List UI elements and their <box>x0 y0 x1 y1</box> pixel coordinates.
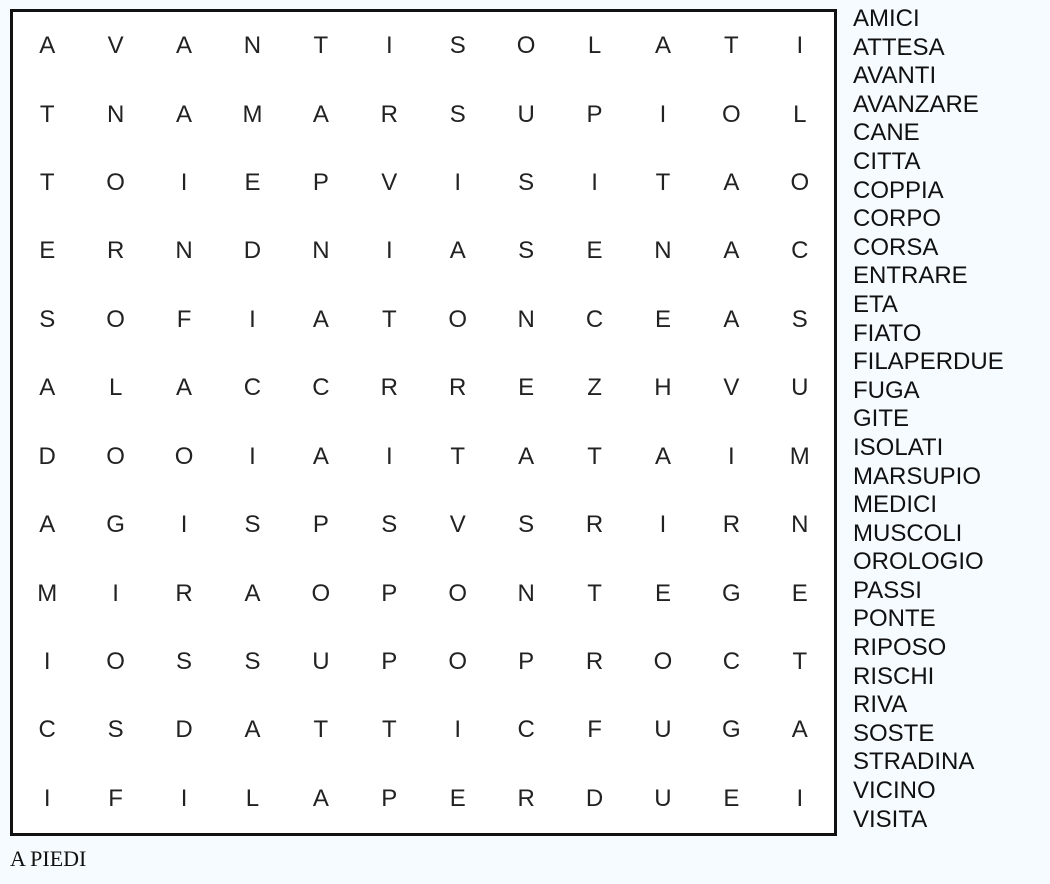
grid-cell[interactable]: O <box>448 305 468 333</box>
grid-cell[interactable]: S <box>107 716 124 744</box>
word-list-item: FIATO <box>853 319 922 347</box>
grid-cell[interactable]: R <box>175 579 193 607</box>
grid-cell[interactable]: A <box>176 374 193 402</box>
grid-cell[interactable]: V <box>723 374 740 402</box>
grid-cell[interactable]: I <box>180 784 188 812</box>
grid-cell[interactable]: N <box>517 305 535 333</box>
grid-cell[interactable]: R <box>380 100 398 128</box>
grid-cell[interactable]: I <box>112 579 119 607</box>
grid-cell[interactable]: D <box>175 716 193 744</box>
word-list-item: MEDICI <box>853 491 937 519</box>
grid-cell[interactable]: N <box>791 511 809 539</box>
grid-cell[interactable]: I <box>591 169 598 197</box>
grid-cell[interactable]: A <box>39 32 56 60</box>
word-list-item: PONTE <box>853 605 936 633</box>
word-list-item: RIVA <box>853 691 908 719</box>
grid-cell[interactable]: A <box>654 442 671 470</box>
grid-cell[interactable]: O <box>790 169 810 197</box>
grid-cell[interactable]: R <box>449 374 467 402</box>
grid-cell[interactable]: I <box>249 305 256 333</box>
grid-cell[interactable]: F <box>108 784 123 812</box>
grid-cell[interactable]: U <box>654 784 672 812</box>
grid-cell[interactable]: L <box>245 784 260 812</box>
grid-cell[interactable]: E <box>791 579 808 607</box>
grid-cell[interactable]: T <box>39 169 55 197</box>
grid-cell[interactable]: I <box>249 442 256 470</box>
word-list-item: AVANZARE <box>853 90 979 118</box>
grid-cell[interactable]: M <box>789 442 810 470</box>
word-list-item: VICINO <box>853 777 936 805</box>
grid-cell[interactable]: I <box>385 237 393 265</box>
word-list-item: CANE <box>853 119 920 147</box>
grid-cell[interactable]: S <box>449 100 466 128</box>
grid-cell[interactable]: V <box>449 511 466 539</box>
grid-cell[interactable]: I <box>43 647 51 675</box>
grid-cell[interactable]: U <box>312 647 330 675</box>
word-list-item: PASSI <box>853 576 922 604</box>
grid-cell[interactable]: I <box>796 32 804 60</box>
grid-cell[interactable]: A <box>312 305 329 333</box>
grid-cell[interactable]: C <box>585 305 604 333</box>
grid-cell[interactable]: L <box>793 100 807 128</box>
word-list-item: FUGA <box>853 376 920 404</box>
word-list-item: CITTA <box>853 147 921 175</box>
word-list-item: STRADINA <box>853 748 975 776</box>
grid-cell[interactable]: I <box>454 169 462 197</box>
grid-cell[interactable]: D <box>585 784 604 812</box>
grid-cell[interactable]: N <box>106 100 125 128</box>
grid-cell[interactable]: T <box>587 579 602 607</box>
word-list-item: AMICI <box>853 5 920 32</box>
grid-cell[interactable]: E <box>654 579 671 607</box>
grid-cell[interactable]: F <box>176 305 192 333</box>
word-list-item: ISOLATI <box>853 433 944 461</box>
grid-cell[interactable]: O <box>516 32 536 60</box>
grid-cell[interactable]: S <box>518 511 535 539</box>
grid-cell[interactable]: R <box>517 784 535 812</box>
grid-cell[interactable]: G <box>722 716 741 744</box>
grid-cell[interactable]: I <box>180 169 188 197</box>
grid-cell[interactable]: P <box>312 511 329 539</box>
grid-cell[interactable]: D <box>38 442 56 470</box>
grid-cell[interactable]: I <box>454 716 462 744</box>
grid-cell[interactable]: A <box>449 237 466 265</box>
grid-cell[interactable]: R <box>106 237 125 265</box>
grid-cell[interactable]: A <box>723 305 740 333</box>
grid-cell[interactable]: E <box>518 374 535 402</box>
grid-cell[interactable]: O <box>106 169 125 197</box>
grid-cell[interactable]: O <box>653 647 673 675</box>
grid-cell[interactable]: E <box>449 784 466 812</box>
grid-cell[interactable]: U <box>654 716 672 744</box>
grid-cell[interactable]: O <box>106 305 125 333</box>
grid-cell[interactable]: T <box>450 442 466 470</box>
grid-cell[interactable]: A <box>723 237 740 265</box>
grid-cell[interactable]: E <box>723 784 740 812</box>
grid-cell[interactable]: A <box>312 442 329 470</box>
grid-cell[interactable]: S <box>244 647 261 675</box>
grid-cell[interactable]: T <box>587 442 602 470</box>
grid-cell[interactable]: P <box>381 784 398 812</box>
word-list-item: RISCHI <box>853 662 935 690</box>
grid-cell[interactable]: S <box>449 32 466 60</box>
word-list-item: COPPIA <box>853 176 944 204</box>
grid-cell[interactable]: I <box>43 784 51 812</box>
grid-cell[interactable]: T <box>381 305 397 333</box>
grid-cell[interactable]: A <box>176 32 193 60</box>
grid-cell[interactable]: C <box>38 716 56 744</box>
grid-cell[interactable]: E <box>39 237 56 265</box>
word-list-item: RIPOSO <box>853 634 947 662</box>
grid-cell[interactable]: S <box>244 511 261 539</box>
grid-cell[interactable]: N <box>243 32 262 60</box>
word-list-item: ATTESA <box>853 33 945 61</box>
word-list-item: CORPO <box>853 205 942 233</box>
grid-cell[interactable]: T <box>381 716 397 744</box>
grid-cell[interactable]: O <box>106 647 125 675</box>
puzzle-caption: A PIEDI <box>10 846 87 871</box>
grid-cell[interactable]: I <box>385 32 393 60</box>
grid-cell[interactable]: T <box>655 169 671 197</box>
grid-cell[interactable]: C <box>312 374 330 402</box>
grid-cell[interactable]: L <box>108 374 123 402</box>
word-list-item: CORSA <box>853 233 939 261</box>
grid-cell[interactable]: O <box>448 579 468 607</box>
grid-cell[interactable]: A <box>176 100 193 128</box>
grid-cell[interactable]: O <box>722 100 741 128</box>
word-list-item: ENTRARE <box>853 262 968 290</box>
grid-cell[interactable]: A <box>791 716 808 744</box>
grid-cell[interactable]: C <box>722 647 741 675</box>
grid-cell[interactable]: I <box>180 511 188 539</box>
grid-cell[interactable]: A <box>518 442 535 470</box>
grid-cell[interactable]: O <box>106 442 125 470</box>
letter-grid <box>10 9 837 836</box>
grid-cell[interactable]: T <box>724 32 739 60</box>
grid-cell[interactable]: S <box>518 169 535 197</box>
grid-cell[interactable]: F <box>587 716 602 744</box>
word-list-item: GITE <box>853 405 910 433</box>
word-list-item: AVANTI <box>853 62 937 90</box>
grid-cell[interactable]: N <box>517 579 535 607</box>
grid-cell[interactable]: A <box>312 784 329 812</box>
grid-cell[interactable]: I <box>659 511 667 539</box>
grid-cell[interactable]: O <box>311 579 331 607</box>
grid-cell[interactable]: A <box>723 169 740 197</box>
grid-cell[interactable]: H <box>654 374 672 402</box>
grid-cell[interactable]: P <box>518 647 535 675</box>
grid-cell[interactable]: E <box>586 237 603 265</box>
grid-cell[interactable]: C <box>517 716 535 744</box>
word-list <box>853 5 1048 834</box>
word-list-item: MARSUPIO <box>853 462 982 490</box>
grid-cell[interactable]: A <box>244 716 261 744</box>
grid-cell[interactable]: C <box>791 237 809 265</box>
grid-cell[interactable]: L <box>587 32 602 60</box>
grid-cell[interactable]: T <box>313 32 329 60</box>
grid-cell[interactable]: E <box>654 305 671 333</box>
grid-cell[interactable]: P <box>381 647 398 675</box>
grid-cell[interactable]: R <box>585 511 604 539</box>
grid-cell[interactable]: D <box>243 237 262 265</box>
grid-cell[interactable]: P <box>312 169 329 197</box>
word-list-item: VISITA <box>853 805 928 833</box>
word-list-item: ETA <box>853 290 898 318</box>
grid-cell[interactable]: P <box>381 579 398 607</box>
grid-cell[interactable]: T <box>313 716 329 744</box>
grid-cell[interactable]: I <box>728 442 735 470</box>
grid-cell[interactable]: S <box>518 237 535 265</box>
grid-cell[interactable]: C <box>243 374 262 402</box>
grid-cell[interactable]: A <box>39 511 56 539</box>
grid-cell[interactable]: G <box>106 511 125 539</box>
grid-cell[interactable]: M <box>37 579 58 607</box>
grid-cell[interactable]: E <box>244 169 261 197</box>
grid-cell[interactable]: G <box>722 579 741 607</box>
grid-cell[interactable]: A <box>654 32 671 60</box>
grid-cell[interactable]: S <box>791 305 808 333</box>
grid-cell[interactable]: I <box>796 784 804 812</box>
grid-cell[interactable]: V <box>107 32 124 60</box>
word-list-item: FILAPERDUE <box>853 348 1004 376</box>
grid-cell[interactable]: O <box>174 442 194 470</box>
grid-cell[interactable]: V <box>381 169 398 197</box>
grid-cell[interactable]: U <box>517 100 535 128</box>
grid-cell[interactable]: S <box>39 305 56 333</box>
grid-cell[interactable]: R <box>722 511 741 539</box>
grid-cell[interactable]: S <box>381 511 398 539</box>
word-list-item: MUSCOLI <box>853 519 963 547</box>
grid-cell[interactable]: P <box>586 100 603 128</box>
grid-cell[interactable]: N <box>175 237 193 265</box>
grid-cell[interactable]: O <box>448 647 468 675</box>
grid-cell[interactable]: S <box>176 647 193 675</box>
grid-cell[interactable]: N <box>312 237 330 265</box>
grid-cell[interactable]: I <box>385 442 393 470</box>
grid-cell[interactable]: U <box>791 374 809 402</box>
grid-cell[interactable]: N <box>654 237 672 265</box>
grid-cell[interactable]: T <box>39 100 55 128</box>
grid-cell[interactable]: R <box>585 647 604 675</box>
word-list-item: OROLOGIO <box>853 548 984 576</box>
grid-cell[interactable]: Z <box>587 374 602 402</box>
grid-cell[interactable]: R <box>380 374 398 402</box>
grid-cell[interactable]: A <box>312 100 329 128</box>
grid-cell[interactable]: A <box>244 579 261 607</box>
grid-cell[interactable]: T <box>792 647 808 675</box>
grid-cell[interactable]: A <box>39 374 56 402</box>
grid-cell[interactable]: I <box>659 100 667 128</box>
word-list-item: SOSTE <box>853 719 935 747</box>
grid-cell[interactable]: M <box>242 100 263 128</box>
